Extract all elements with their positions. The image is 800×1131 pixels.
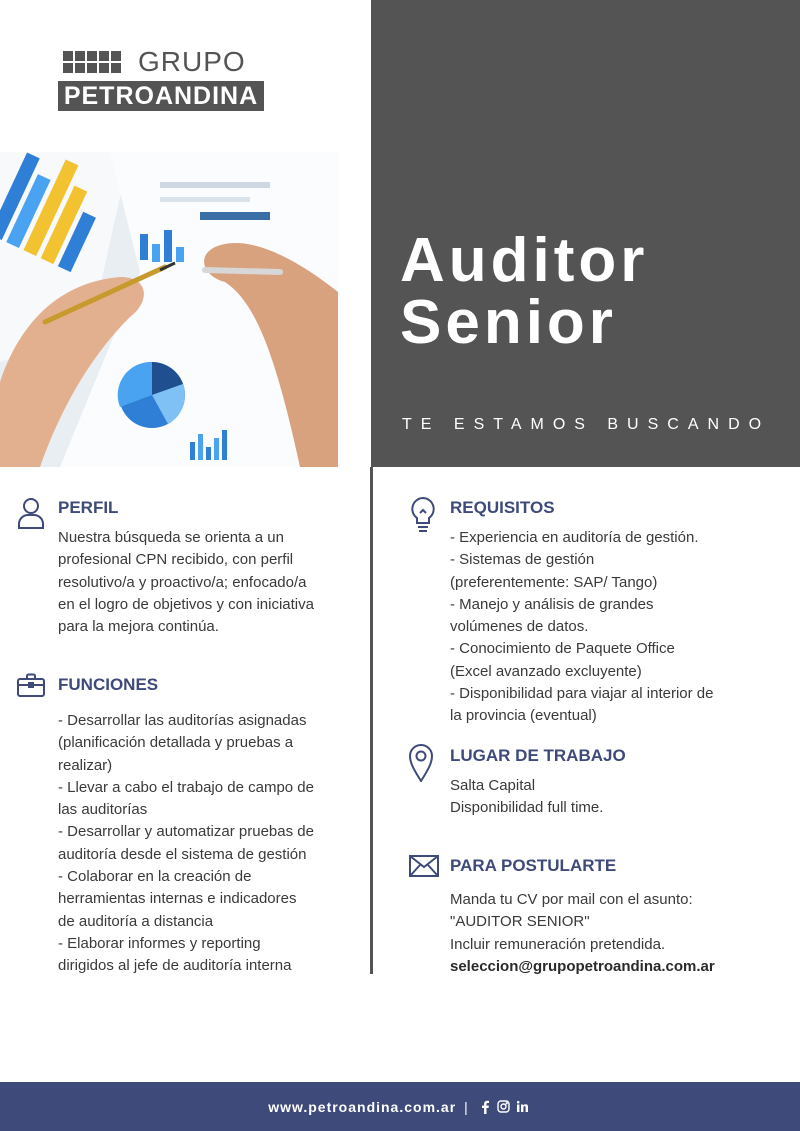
- text-line: - Sistemas de gestión: [450, 551, 595, 569]
- postularte-heading: PARA POSTULARTE: [450, 856, 617, 875]
- briefcase-icon: [17, 673, 45, 702]
- text-line: las auditorías: [58, 801, 148, 819]
- job-title-line2: Senior: [400, 288, 617, 357]
- footer-separator: |: [464, 1098, 468, 1115]
- hero-photo: [0, 152, 338, 467]
- text-line: - Disponibilidad para viajar al interior de: [450, 685, 714, 703]
- text-line: - Llevar a cabo el trabajo de campo de: [58, 778, 314, 796]
- text-line: "AUDITOR SENIOR": [450, 913, 590, 931]
- requisitos-section-heading: [450, 498, 555, 518]
- text-line: para la mejora continúa.: [58, 618, 219, 636]
- postularte-text: [450, 889, 715, 978]
- tagline: TE ESTAMOS BUSCANDO: [402, 416, 771, 433]
- text-line: Nuestra búsqueda se orienta a un: [58, 529, 284, 546]
- facebook-icon[interactable]: [479, 1100, 491, 1114]
- text-line: auditoría desde el sistema de gestión: [58, 845, 307, 863]
- requisitos-text: [450, 527, 713, 728]
- text-line: - Conocimiento de Paquete Office: [450, 640, 675, 658]
- lightbulb-icon: [410, 496, 436, 539]
- text-line: Disponibilidad full time.: [450, 799, 604, 817]
- lugar-text: [450, 775, 603, 820]
- requisitos-heading: REQUISITOS: [450, 498, 555, 517]
- funciones-text: [58, 710, 314, 978]
- perfil-text: [58, 527, 314, 638]
- text-line: dirigidos al jefe de auditoría interna: [58, 957, 292, 975]
- person-icon: [17, 497, 45, 534]
- instagram-icon[interactable]: [497, 1100, 510, 1113]
- logo-grid-mark: [63, 51, 121, 73]
- text-line: herramientas internas e indicadores: [58, 890, 297, 908]
- text-line: profesional CPN recibido, con perfil: [58, 551, 294, 569]
- funciones-section-heading: [58, 675, 158, 695]
- lugar-heading: LUGAR DE TRABAJO: [450, 746, 626, 765]
- text-line: Incluir remuneración pretendida.: [450, 935, 666, 953]
- lugar-section-heading: [450, 746, 626, 766]
- text-line: Manda tu CV por mail con el asunto:: [450, 891, 693, 908]
- perfil-heading: PERFIL: [58, 498, 119, 517]
- footer-bar: [0, 1082, 800, 1131]
- funciones-heading: FUNCIONES: [58, 675, 159, 694]
- logo-text-grupo: GRUPO: [138, 46, 246, 77]
- text-line: volúmenes de datos.: [450, 618, 589, 636]
- text-line: (Excel avanzado excluyente): [450, 662, 642, 680]
- linkedin-icon[interactable]: [516, 1100, 529, 1113]
- job-title-line1: Auditor: [400, 226, 649, 295]
- text-line: realizar): [58, 756, 113, 774]
- text-line: (preferentemente: SAP/ Tango): [450, 573, 658, 591]
- job-title: [400, 226, 649, 357]
- postularte-section-heading: [450, 856, 616, 876]
- column-divider: [370, 467, 373, 974]
- text-line: - Colaborar en la creación de: [58, 868, 252, 886]
- company-logo: [58, 47, 264, 111]
- perfil-section-heading: [58, 498, 118, 518]
- text-line: resolutivo/a y proactivo/a; enfocado/a: [58, 573, 307, 591]
- text-line: Salta Capital: [450, 777, 536, 794]
- text-line: - Elaborar informes y reporting: [58, 934, 261, 952]
- application-email-link[interactable]: seleccion@grupopetroandina.com.ar: [450, 957, 715, 975]
- text-line: de auditoría a distancia: [58, 912, 214, 930]
- text-line: la provincia (eventual): [450, 707, 597, 725]
- text-line: - Manejo y análisis de grandes: [450, 595, 654, 613]
- text-line: en el logro de objetivos y con iniciativa: [58, 595, 314, 613]
- map-pin-icon: [409, 744, 433, 787]
- logo-text-petroandina: PETROANDINA: [58, 81, 264, 111]
- website-link[interactable]: www.petroandina.com.ar: [268, 1098, 457, 1115]
- text-line: - Experiencia en auditoría de gestión.: [450, 529, 699, 546]
- text-line: - Desarrollar las auditorías asignadas: [58, 712, 307, 729]
- envelope-icon: [409, 855, 439, 882]
- text-line: (planificación detallada y pruebas a: [58, 734, 294, 752]
- text-line: - Desarrollar y automatizar pruebas de: [58, 823, 314, 841]
